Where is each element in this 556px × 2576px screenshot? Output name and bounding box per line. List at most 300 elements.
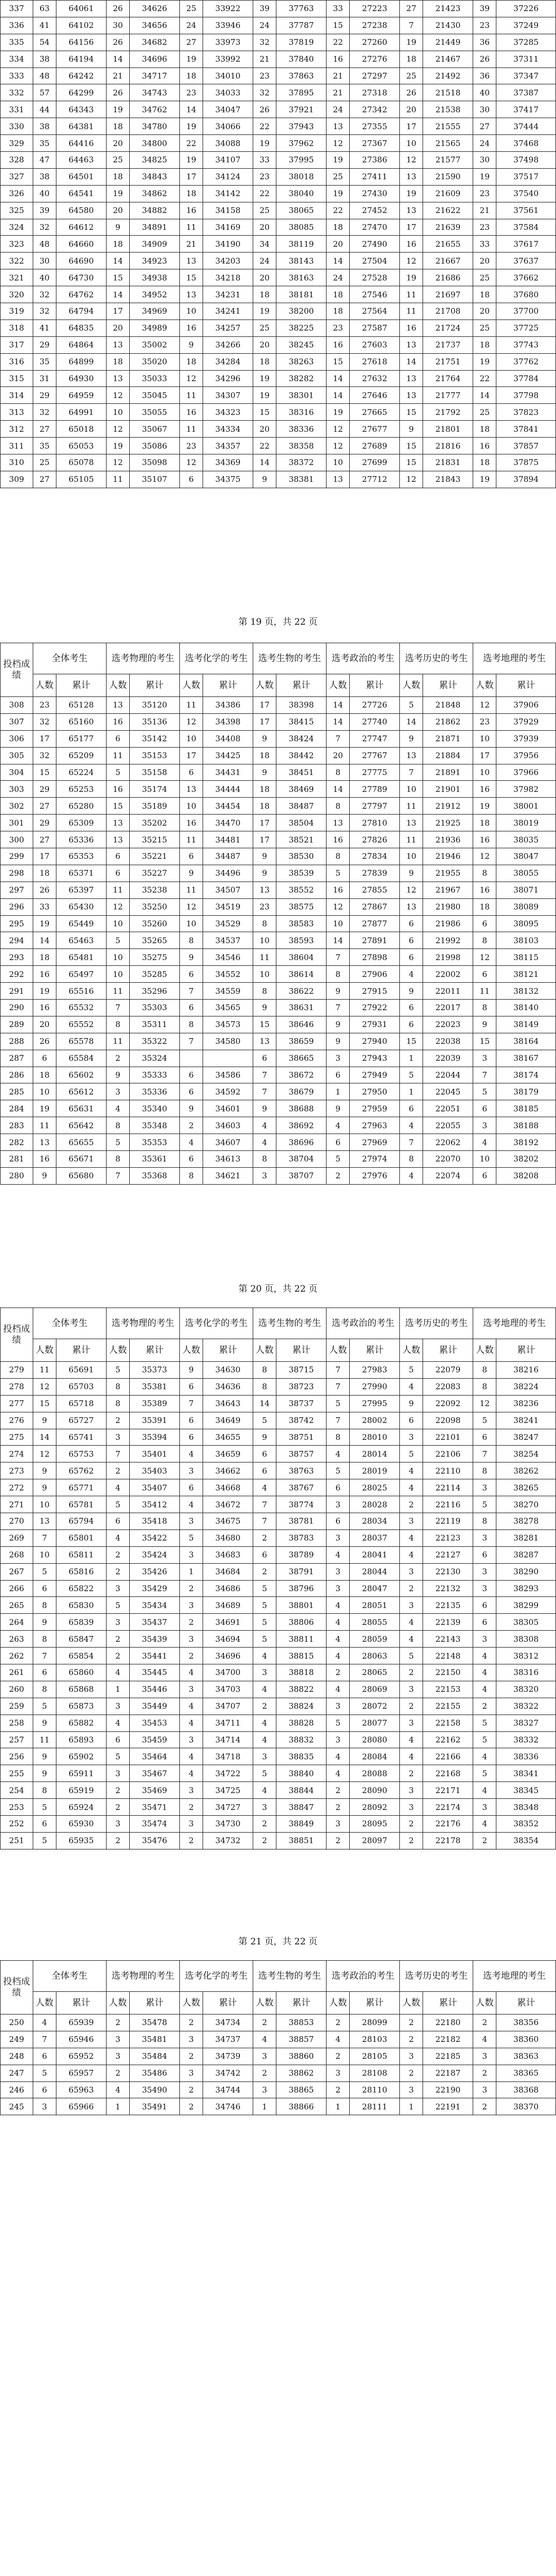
count-cell: 6 <box>327 1479 350 1496</box>
count-cell: 5 <box>473 1715 496 1731</box>
count-cell: 2 <box>179 1117 203 1134</box>
count-cell: 8 <box>106 1117 129 1134</box>
cumulative-cell: 34662 <box>203 1463 253 1479</box>
cumulative-cell: 65882 <box>56 1715 106 1731</box>
cumulative-cell: 38665 <box>276 1050 327 1067</box>
count-cell: 15 <box>106 798 129 815</box>
count-cell: 17 <box>253 713 276 730</box>
count-cell: 8 <box>106 1016 129 1033</box>
cumulative-cell: 21792 <box>423 404 473 421</box>
count-cell: 2 <box>179 2081 203 2098</box>
cumulative-cell: 21862 <box>423 713 473 730</box>
count-cell: 17 <box>253 831 276 848</box>
count-cell: 15 <box>327 17 350 34</box>
count-cell: 12 <box>179 454 203 471</box>
count-cell: 11 <box>400 798 423 815</box>
cumulative-cell: 34694 <box>203 1631 253 1648</box>
count-cell: 19 <box>400 34 423 51</box>
score-cell: 287 <box>1 1050 33 1067</box>
score-cell: 248 <box>1 2048 33 2065</box>
cumulative-cell: 35215 <box>130 831 180 848</box>
count-cell: 8 <box>179 1167 203 1184</box>
count-cell: 14 <box>473 387 496 404</box>
count-cell: 16 <box>33 1000 56 1016</box>
count-cell: 22 <box>253 185 276 202</box>
count-cell: 18 <box>253 353 276 370</box>
cumulative-cell: 64864 <box>56 336 106 353</box>
cumulative-cell: 38085 <box>276 219 327 236</box>
cumulative-cell: 37982 <box>496 781 556 798</box>
count-cell: 24 <box>253 253 276 269</box>
cumulative-cell: 34938 <box>130 269 180 286</box>
cumulative-cell: 27943 <box>350 1050 400 1067</box>
cumulative-cell: 28037 <box>350 1529 400 1546</box>
count-cell: 19 <box>327 152 350 169</box>
count-cell: 6 <box>400 915 423 932</box>
score-cell: 314 <box>1 387 33 404</box>
cumulative-cell: 21980 <box>423 898 473 915</box>
count-cell: 9 <box>400 1395 423 1412</box>
cumulative-cell: 37962 <box>276 135 327 152</box>
count-cell: 20 <box>400 101 423 118</box>
cumulative-cell: 38185 <box>496 1100 556 1117</box>
count-cell: 26 <box>33 1033 56 1050</box>
count-cell: 21 <box>179 236 203 253</box>
count-cell: 10 <box>400 135 423 152</box>
count-cell: 4 <box>327 1546 350 1563</box>
cumulative-cell: 37662 <box>496 269 556 286</box>
count-cell: 3 <box>473 1631 496 1648</box>
count-cell: 4 <box>400 1378 423 1395</box>
table-row <box>1 319 556 336</box>
cumulative-cell: 65860 <box>56 1664 106 1681</box>
count-cell: 4 <box>473 1134 496 1151</box>
count-cell: 12 <box>400 882 423 898</box>
count-cell: 3 <box>473 1580 496 1597</box>
count-cell: 7 <box>327 949 350 966</box>
cumulative-cell: 37700 <box>496 303 556 320</box>
table-row <box>1 1546 556 1563</box>
cumulative-cell: 22038 <box>423 1033 473 1050</box>
score-cell: 249 <box>1 2031 33 2048</box>
cumulative-cell: 21955 <box>423 865 473 882</box>
cumulative-cell: 38835 <box>276 1748 327 1765</box>
cumulative-cell: 21622 <box>423 202 473 219</box>
count-cell: 8 <box>327 798 350 815</box>
cumulative-cell: 37517 <box>496 168 556 185</box>
cumulative-cell: 37863 <box>276 67 327 84</box>
cumulative-cell: 35260 <box>130 915 180 932</box>
cumulative-cell: 64242 <box>56 67 106 84</box>
cumulative-cell: 35368 <box>130 1167 180 1184</box>
cumulative-cell: 38281 <box>496 1529 556 1546</box>
cumulative-cell: 35120 <box>130 697 180 714</box>
table-row <box>1 2081 556 2098</box>
count-cell: 13 <box>33 1513 56 1530</box>
cumulative-cell: 38356 <box>496 2015 556 2031</box>
cumulative-cell: 65902 <box>56 1748 106 1765</box>
cumulative-cell: 34680 <box>203 1529 253 1546</box>
count-cell: 5 <box>473 1083 496 1100</box>
count-cell: 3 <box>473 1563 496 1580</box>
count-cell: 12 <box>106 454 129 471</box>
cumulative-cell: 35449 <box>130 1698 180 1715</box>
count-cell: 23 <box>473 219 496 236</box>
score-table <box>0 0 556 488</box>
count-cell: 7 <box>33 1648 56 1664</box>
table-row <box>1 118 556 135</box>
count-cell: 3 <box>179 2031 203 2048</box>
count-cell: 16 <box>179 319 203 336</box>
count-cell: 13 <box>400 387 423 404</box>
score-cell: 272 <box>1 1479 33 1496</box>
count-cell: 35 <box>33 135 56 152</box>
count-cell: 13 <box>400 336 423 353</box>
count-cell: 3 <box>179 1631 203 1648</box>
cumulative-cell: 38140 <box>496 1000 556 1016</box>
count-cell: 8 <box>253 1378 276 1395</box>
count-cell: 27 <box>179 34 203 51</box>
cumulative-cell: 27775 <box>350 764 400 781</box>
count-cell: 6 <box>106 865 129 882</box>
count-cell: 18 <box>179 353 203 370</box>
score-cell: 305 <box>1 747 33 764</box>
cumulative-cell: 28025 <box>350 1479 400 1496</box>
cumulative-cell: 65602 <box>56 1067 106 1083</box>
count-cell: 2 <box>106 1563 129 1580</box>
table-row <box>1 17 556 34</box>
cumulative-cell: 34231 <box>203 286 253 303</box>
cumulative-cell: 35340 <box>130 1100 180 1117</box>
count-cell: 4 <box>327 1765 350 1782</box>
count-cell: 5 <box>106 1597 129 1614</box>
cumulative-cell: 22055 <box>423 1117 473 1134</box>
count-cell: 17 <box>253 697 276 714</box>
count-cell: 32 <box>253 34 276 51</box>
count-cell: 4 <box>106 1100 129 1117</box>
table-row <box>1 1748 556 1765</box>
score-cell: 328 <box>1 152 33 169</box>
cumulative-cell: 35202 <box>130 815 180 831</box>
count-cell: 23 <box>327 319 350 336</box>
count-cell: 9 <box>253 865 276 882</box>
cumulative-cell: 38202 <box>496 1151 556 1168</box>
count-cell: 2 <box>400 1698 423 1715</box>
score-cell: 331 <box>1 101 33 118</box>
count-cell: 20 <box>327 747 350 764</box>
cumulative-cell: 38065 <box>276 202 327 219</box>
table-row <box>1 1033 556 1050</box>
cumulative-cell: 21816 <box>423 438 473 454</box>
count-cell: 3 <box>106 2031 129 2048</box>
count-cell: 4 <box>253 2031 276 2048</box>
count-cell: 2 <box>106 1832 129 1849</box>
cumulative-cell: 22083 <box>423 1378 473 1395</box>
count-cell: 6 <box>106 730 129 747</box>
count-cell: 2 <box>253 1816 276 1833</box>
cumulative-header: 累计 <box>130 1992 180 2015</box>
count-header: 人数 <box>253 1339 276 1362</box>
cumulative-cell: 22123 <box>423 1529 473 1546</box>
cumulative-cell: 65718 <box>56 1395 106 1412</box>
cumulative-cell: 28034 <box>350 1513 400 1530</box>
table-row <box>1 152 556 169</box>
count-cell: 25 <box>253 202 276 219</box>
cumulative-cell: 28019 <box>350 1463 400 1479</box>
count-cell: 8 <box>179 1016 203 1033</box>
count-header: 人数 <box>400 1992 423 2015</box>
count-cell: 38 <box>33 51 56 67</box>
count-cell: 5 <box>327 1715 350 1731</box>
cumulative-cell: 38751 <box>276 1429 327 1446</box>
cumulative-cell: 35381 <box>130 1378 180 1395</box>
count-cell: 3 <box>473 1799 496 1816</box>
cumulative-cell: 35453 <box>130 1715 180 1731</box>
count-cell: 5 <box>400 697 423 714</box>
score-cell: 259 <box>1 1698 33 1715</box>
count-cell: 5 <box>33 1698 56 1715</box>
cumulative-cell: 38001 <box>496 798 556 815</box>
cumulative-cell: 22158 <box>423 1715 473 1731</box>
cumulative-cell: 65397 <box>56 882 106 898</box>
cumulative-cell: 21998 <box>423 949 473 966</box>
table-row <box>1 1083 556 1100</box>
count-cell: 11 <box>179 421 203 438</box>
count-cell: 7 <box>106 1167 129 1184</box>
cumulative-header: 累计 <box>276 674 327 697</box>
cumulative-cell: 35429 <box>130 1580 180 1597</box>
cumulative-cell: 37784 <box>496 370 556 387</box>
cumulative-cell: 65224 <box>56 764 106 781</box>
cumulative-cell: 22148 <box>423 1648 473 1664</box>
cumulative-cell: 28063 <box>350 1648 400 1664</box>
cumulative-cell: 37311 <box>496 51 556 67</box>
count-header: 人数 <box>179 674 203 697</box>
count-cell: 26 <box>33 882 56 898</box>
score-cell: 312 <box>1 421 33 438</box>
count-cell: 5 <box>473 1412 496 1429</box>
cumulative-cell: 38019 <box>496 815 556 831</box>
cumulative-cell: 35324 <box>130 1050 180 1067</box>
count-cell: 10 <box>106 966 129 983</box>
count-cell: 4 <box>400 1117 423 1134</box>
cumulative-cell: 38332 <box>496 1731 556 1748</box>
score-cell: 298 <box>1 865 33 882</box>
count-cell: 14 <box>179 101 203 118</box>
count-cell: 21 <box>253 51 276 67</box>
cumulative-cell: 38352 <box>496 1816 556 1833</box>
count-cell: 4 <box>327 1446 350 1463</box>
count-cell: 9 <box>33 1412 56 1429</box>
cumulative-cell: 27470 <box>350 219 400 236</box>
cumulative-cell: 33992 <box>203 51 253 67</box>
cumulative-cell: 22044 <box>423 1067 473 1083</box>
cumulative-cell: 38247 <box>496 1429 556 1446</box>
count-cell: 19 <box>473 471 496 488</box>
count-cell: 20 <box>253 421 276 438</box>
table-row <box>1 1664 556 1681</box>
cumulative-cell: 28090 <box>350 1782 400 1799</box>
cumulative-cell: 34481 <box>203 831 253 848</box>
count-cell: 1 <box>106 1681 129 1698</box>
cumulative-cell: 21686 <box>423 269 473 286</box>
cumulative-header: 累计 <box>423 1339 473 1362</box>
score-cell: 307 <box>1 713 33 730</box>
score-table <box>0 1308 556 1849</box>
cumulative-cell: 38552 <box>276 882 327 898</box>
count-cell: 3 <box>400 1513 423 1530</box>
cumulative-header: 累计 <box>56 1992 106 2015</box>
cumulative-cell: 28110 <box>350 2081 400 2098</box>
count-cell: 11 <box>179 387 203 404</box>
cumulative-cell: 22101 <box>423 1429 473 1446</box>
table-row <box>1 1513 556 1530</box>
count-cell: 9 <box>33 1748 56 1765</box>
cumulative-cell: 34033 <box>203 84 253 101</box>
cumulative-cell: 22116 <box>423 1496 473 1513</box>
cumulative-header: 累计 <box>350 1992 400 2015</box>
count-cell: 14 <box>327 253 350 269</box>
cumulative-cell: 22155 <box>423 1698 473 1715</box>
cumulative-cell: 35424 <box>130 1546 180 1563</box>
count-header: 人数 <box>33 1339 56 1362</box>
count-cell: 2 <box>473 1698 496 1715</box>
cumulative-cell: 27974 <box>350 1151 400 1168</box>
score-cell: 258 <box>1 1715 33 1731</box>
count-cell: 3 <box>400 1715 423 1731</box>
cumulative-cell: 38398 <box>276 697 327 714</box>
table-section <box>0 1960 556 2115</box>
cumulative-cell: 37819 <box>276 34 327 51</box>
cumulative-cell: 34386 <box>203 697 253 714</box>
cumulative-cell: 37956 <box>496 747 556 764</box>
count-cell: 27 <box>33 471 56 488</box>
cumulative-cell: 64612 <box>56 219 106 236</box>
count-cell: 14 <box>327 370 350 387</box>
cumulative-cell: 35391 <box>130 1412 180 1429</box>
count-cell: 2 <box>179 1799 203 1816</box>
count-cell: 3 <box>473 1529 496 1546</box>
count-header: 人数 <box>473 1992 496 2015</box>
count-cell: 7 <box>400 1134 423 1151</box>
cumulative-cell: 34734 <box>203 2015 253 2031</box>
count-cell: 13 <box>327 815 350 831</box>
cumulative-cell: 22187 <box>423 2065 473 2081</box>
count-cell: 3 <box>253 1664 276 1681</box>
cumulative-cell: 38363 <box>496 2048 556 2065</box>
cumulative-cell: 35174 <box>130 781 180 798</box>
cumulative-cell: 37417 <box>496 101 556 118</box>
cumulative-cell: 35189 <box>130 798 180 815</box>
cumulative-cell: 28111 <box>350 2098 400 2115</box>
cumulative-cell: 38847 <box>276 1799 327 1816</box>
cumulative-cell: 34613 <box>203 1151 253 1168</box>
count-cell: 32 <box>33 286 56 303</box>
cumulative-cell: 34369 <box>203 454 253 471</box>
count-cell: 9 <box>33 1479 56 1496</box>
cumulative-cell: 34607 <box>203 1134 253 1151</box>
count-cell: 4 <box>400 1479 423 1496</box>
count-cell: 3 <box>179 1731 203 1748</box>
count-cell: 1 <box>400 1050 423 1067</box>
count-cell: 2 <box>327 1799 350 1816</box>
cumulative-cell: 38236 <box>496 1395 556 1412</box>
count-header: 人数 <box>327 1339 350 1362</box>
cumulative-cell: 35459 <box>130 1731 180 1748</box>
count-cell: 2 <box>400 1496 423 1513</box>
cumulative-cell: 35055 <box>130 404 180 421</box>
cumulative-cell: 38312 <box>496 1648 556 1664</box>
count-cell: 2 <box>179 2015 203 2031</box>
cumulative-cell: 38301 <box>276 387 327 404</box>
count-cell: 2 <box>106 2015 129 2031</box>
cumulative-cell: 65741 <box>56 1429 106 1446</box>
cumulative-cell: 35478 <box>130 2015 180 2031</box>
count-cell: 39 <box>253 1 276 17</box>
score-header: 投档成绩 <box>1 1308 33 1362</box>
score-cell: 267 <box>1 1563 33 1580</box>
cumulative-cell: 38696 <box>276 1134 327 1151</box>
cumulative-cell: 28044 <box>350 1563 400 1580</box>
cumulative-cell: 65963 <box>56 2081 106 2098</box>
cumulative-cell: 64381 <box>56 118 106 135</box>
cumulative-cell: 38095 <box>496 915 556 932</box>
count-cell: 13 <box>106 697 129 714</box>
count-cell: 6 <box>253 1463 276 1479</box>
score-cell: 317 <box>1 336 33 353</box>
cumulative-cell: 27297 <box>350 67 400 84</box>
cumulative-cell: 35238 <box>130 882 180 898</box>
count-cell: 22 <box>327 202 350 219</box>
cumulative-cell: 34762 <box>130 101 180 118</box>
cumulative-cell: 38659 <box>276 1033 327 1050</box>
score-cell: 260 <box>1 1681 33 1698</box>
cumulative-cell: 27677 <box>350 421 400 438</box>
score-cell: 313 <box>1 404 33 421</box>
cumulative-cell: 37762 <box>496 353 556 370</box>
count-cell: 3 <box>327 1698 350 1715</box>
count-cell: 2 <box>327 1664 350 1681</box>
table-row <box>1 2048 556 2065</box>
count-cell: 9 <box>106 1067 129 1083</box>
score-cell: 332 <box>1 84 33 101</box>
cumulative-cell: 28014 <box>350 1446 400 1463</box>
cumulative-cell: 22176 <box>423 1816 473 1833</box>
count-cell: 16 <box>473 831 496 848</box>
cumulative-cell: 35227 <box>130 865 180 882</box>
cumulative-cell: 65309 <box>56 815 106 831</box>
count-cell: 17 <box>179 747 203 764</box>
table-row <box>1 1698 556 1715</box>
cumulative-cell: 38593 <box>276 932 327 949</box>
score-cell: 319 <box>1 303 33 320</box>
table-row <box>1 2015 556 2031</box>
count-cell: 3 <box>473 1050 496 1067</box>
count-cell: 9 <box>400 983 423 1000</box>
table-row <box>1 1614 556 1631</box>
table-row <box>1 1816 556 1833</box>
cumulative-cell: 35474 <box>130 1816 180 1833</box>
group-header: 选考物理的考生 <box>106 1961 179 1992</box>
cumulative-cell: 28099 <box>350 2015 400 2031</box>
cumulative-cell: 21590 <box>423 168 473 185</box>
cumulative-cell: 22174 <box>423 1799 473 1816</box>
count-cell: 13 <box>327 118 350 135</box>
count-cell: 4 <box>179 1765 203 1782</box>
cumulative-cell: 34643 <box>203 1395 253 1412</box>
cumulative-cell: 28047 <box>350 1580 400 1597</box>
count-cell: 57 <box>33 84 56 101</box>
